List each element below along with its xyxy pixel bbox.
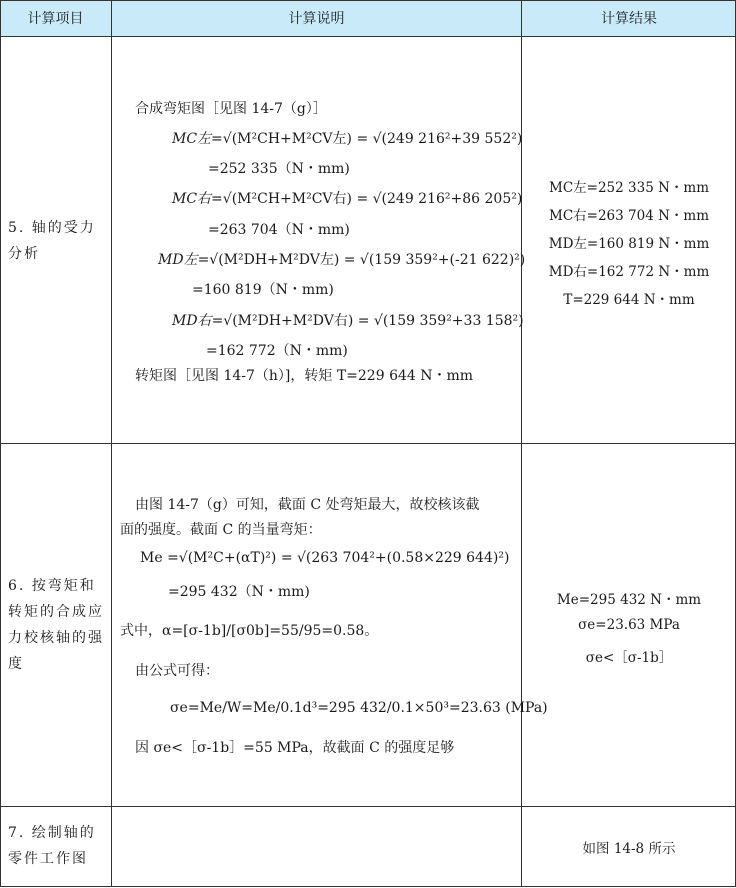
row5-result-3: MD左=160 819 N・mm — [548, 236, 710, 252]
md-right-row — [172, 310, 524, 330]
md-right-formula: =√(M²DH+M²DV右) = √(159 359²+33 158²) — [211, 313, 524, 329]
header-cell-result — [522, 0, 736, 36]
torque-line: 转矩图［见图 14-7（h）]，转矩 T=229 644 N・mm — [135, 368, 474, 384]
header-item-label: 计算项目 — [27, 11, 84, 27]
md-left-label: MD左 — [158, 252, 198, 268]
row6-result-1: Me=295 432 N・mm — [556, 592, 702, 608]
mc-right-formula: =√(M²CH+M²CV右) = √(249 216²+86 205²) — [211, 191, 523, 207]
md-left-formula: =√(M²DH+M²DV左) = √(159 359²+(-21 622)²) — [197, 252, 526, 268]
row7-result: 如图 14-8 所示 — [582, 841, 676, 857]
row5-result-1: MC左=252 335 N・mm — [549, 180, 709, 196]
header-cell-description — [111, 0, 522, 36]
md-right-label: MD右 — [172, 313, 212, 329]
mc-right-label: MC右 — [172, 191, 212, 207]
mc-left-value: =252 335（N・mm) — [208, 161, 350, 177]
mc-right-value: =263 704（N・mm) — [208, 222, 350, 238]
mc-left-formula: =√(M²CH+M²CV左) = √(249 216²+39 552²) — [211, 131, 523, 147]
row6-result-3: σe<［σ-1b］ — [585, 650, 673, 666]
header-description-label: 计算说明 — [288, 11, 345, 27]
sigma-formula: σe=Me/W=Me/0.1d³=295 432/0.1×50³=23.63 (MPa) — [170, 700, 548, 716]
header-result-label: 计算结果 — [601, 11, 657, 27]
col-divider-left — [0, 0, 1, 887]
header-cell-item — [0, 0, 111, 36]
row6-paragraph-1: 由图 14-7（g）可知，截面 C 处弯矩最大，故校核该截 — [135, 497, 480, 513]
md-left-row — [158, 249, 525, 269]
row5-item: 5. 轴的受力分析 — [8, 220, 96, 262]
mc-left-row — [172, 128, 522, 148]
alpha-formula: α=[σ-1b]/[σ0b]=55/95=0.58。 — [162, 623, 379, 639]
row7-item: 7. 绘制轴的零件工作图 — [8, 825, 96, 867]
row6-conclusion: 因 σe<［σ-1b］=55 MPa，故截面 C 的强度足够 — [135, 740, 455, 756]
row6-paragraph-3: 由公式可得： — [135, 663, 219, 679]
md-right-value: =162 772（N・mm) — [206, 343, 348, 359]
row5-result-4: MD右=162 772 N・mm — [548, 264, 710, 280]
me-formula: Me =√(M²C+(αT)²) = √(263 704²+(0.58×229 644)²) — [140, 550, 510, 566]
row5-result-5: T=229 644 N・mm — [563, 292, 695, 308]
row5-result-2: MC右=263 704 N・mm — [549, 208, 709, 224]
me-value: =295 432（N・mm) — [168, 584, 310, 600]
mc-right-row — [172, 188, 522, 208]
row6-item: 6. 按弯矩和转矩的合成应力校核轴的强度 — [8, 578, 104, 672]
alpha-row — [120, 620, 378, 640]
mc-left-label: MC左 — [172, 131, 212, 147]
row5-line1: 合成弯矩图［见图 14-7（g）］ — [135, 101, 327, 117]
md-left-value: =160 819（N・mm) — [192, 282, 334, 298]
row6-paragraph-2: 面的强度。截面 C 的当量弯矩： — [120, 522, 322, 538]
alpha-prefix: 式中， — [120, 623, 162, 639]
row6-result-2: σe=23.63 MPa — [578, 617, 680, 633]
col-divider-1 — [111, 0, 112, 887]
